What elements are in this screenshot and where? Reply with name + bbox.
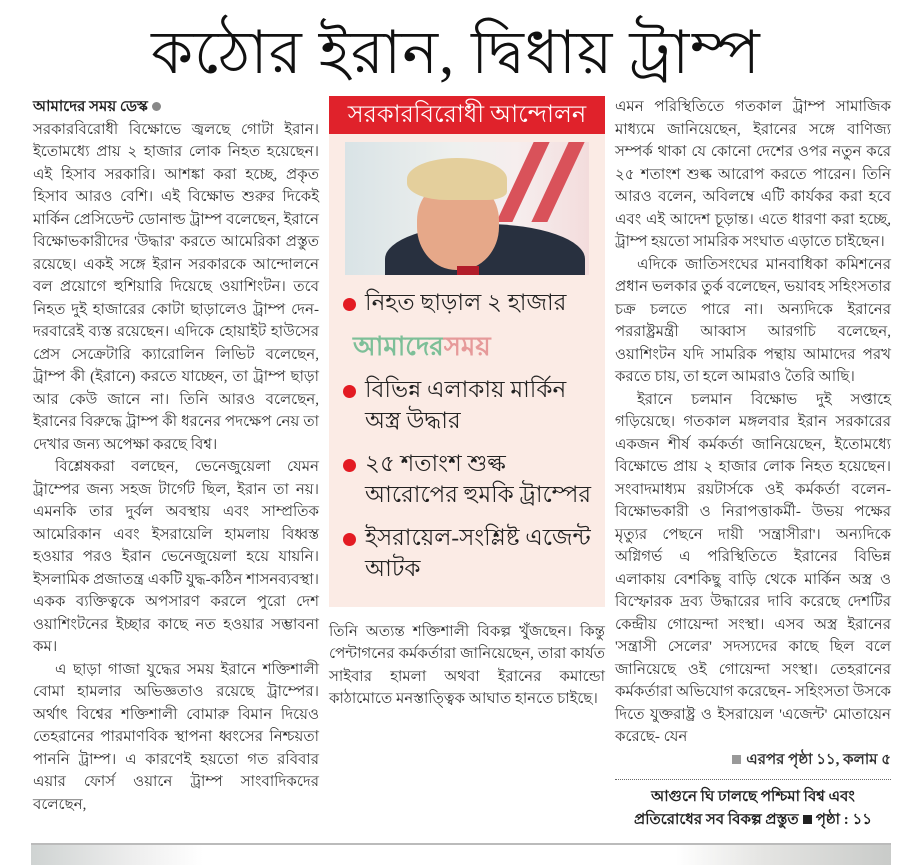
article-column-3: [615, 96, 891, 831]
highlights-box: [329, 96, 605, 607]
next-article-image: [31, 843, 891, 865]
list-item: ইসরায়েল-সংশ্লিষ্ট এজেন্ট আটক: [343, 522, 593, 584]
continued-note[interactable]: এরপর পৃষ্ঠা ১১, কলাম ৫: [615, 749, 891, 772]
related-story-refer[interactable]: আগুনে ঘি ঢালছে পশ্চিমা বিশ্ব এবং প্রতিরোধের সব বিকল্প প্রস্তুত পৃষ্ঠা : ১১: [634, 789, 872, 828]
paragraph: বিশ্লেষকরা বলছেন, ভেনেজুয়েলা যেমন ট্রাম্পের জন্য সহজ টার্গেট ছিল, ইরান তা নয়। এমনকি তার দুর্বল অবস্থায় এবং সাম্প্রতিক আমেরিকান এবং ইসরায়েলি হামলায় বিধ্বস্ত হওয়ার পরও ইরান ভেনেজুয়েলা হয়ে যায়নি। ইসলামিক প্রজাতন্ত্র একটি যুদ্ধ-কঠিন শাসনব্যবস্থা। একক ব্যক্তিত্বকে অপসারণ করলে পুরো দেশ ওয়াশিংটনের ইচ্ছার কাছে নত হওয়ার সম্ভাবনা কম।: [33, 459, 319, 655]
bullet-dot-icon: [152, 102, 161, 111]
paragraph: এ ছাড়া গাজা যুদ্ধের সময় ইরানে শক্তিশালী বোমা হামলার অভিজ্ঞতাও রয়েছে ট্রাম্পের। অর্থাৎ বিশ্বের শক্তিশালী বোমারু বিমান দিয়েও তেহরানের পারমাণবিক স্থাপনা ধ্বংসের নিশ্চয়তা পাননি ট্রাম্প। এ কারণেই হয়তো গত রবিবার এয়ার ফোর্স ওয়ানে ট্রাম্প সাংবাদিকদের বলেছেন,: [33, 661, 319, 813]
list-item: নিহত ছাড়াল ২ হাজার: [343, 287, 593, 318]
paragraph: এদিকে জাতিসংঘের মানবাধিকা কমিশনের প্রধান ভলকার তুর্ক বলেছেন, ভয়াবহ সহিংসতার চক্র চলতে পারে না। অন্যদিকে ইরানের পররাষ্ট্রমন্ত্রী আব্বাস আরগচি বলেছেন, ওয়াশিংটন যদি সামরিক পন্থায় আমাদের পরখ করতে চায়, তা হলে আমরাও তৈরি আছি।: [615, 256, 891, 385]
list-item: বিভিন্ন এলাকায় মার্কিন অস্ত্র উদ্ধার: [343, 374, 593, 436]
square-icon: [732, 755, 741, 764]
article-body: [0, 92, 912, 831]
byline: আমাদের সময় ডেস্ক: [33, 99, 148, 115]
article-column-2: [329, 621, 605, 711]
paragraph: ইরানে চলমান বিক্ষোভ দুই সপ্তাহে গড়িয়েছে। গতকাল মঙ্গলবার ইরান সরকারের একজন শীর্ষ কর্মকর্তা জানিয়েছেন, ইতোমধ্যে বিক্ষোভে প্রায় ২ হাজার লোক নিহত হয়েছেন। সংবাদমাধ্যম রয়টার্সকে ওই কর্মকর্তা বলেন- বিক্ষোভকারী ও নিরাপত্তাকর্মী- উভয় পক্ষের মৃত্যুর পেছনে দায়ী 'সন্ত্রাসীরা'। অন্যদিকে অগ্নিগর্ভ এ পরিস্থিতিতে ইরানের বিভিন্ন এলাকায় বেশকিছু বাড়ি থেকে মার্কিন অস্ত্র ও বিস্ফোরক দ্রব্য উদ্ধারের দাবি করেছে দেশটির কেন্দ্রীয় গোয়েন্দা সংস্থা। এসব অস্ত্র ইরানের 'সন্ত্রাসী সেলের' সদস্যদের কাছে ছিল বলে জানিয়েছে ওই গোয়েন্দা সংস্থা। তেহরানের কর্মকর্তারা অভিযোগ করেছেন- সহিংসতা উসকে দিতে যুক্তরাষ্ট্র ও ইসরায়েল 'এজেন্ট' মোতায়েন করেছে- যেন: [615, 391, 891, 745]
dotted-divider: [615, 779, 891, 780]
paragraph: তিনি অত্যন্ত শক্তিশালী বিকল্প খুঁজছেন। কিন্তু পেন্টাগনের কর্মকর্তারা জানিয়েছেন, তারা কার্যত সাইবার হামলা অথবা ইরানের কমান্ডো কাঠামোতে মনস্তাত্ত্বিক আঘাত হানতে চাইছে।: [329, 623, 605, 708]
headline: কঠোর ইরান, দ্বিধায় ট্রাম্প: [151, 20, 761, 86]
paragraph: এমন পরিস্থিতিতে গতকাল ট্রাম্প সামাজিক মাধ্যমে জানিয়েছেন, ইরানের সঙ্গে বাণিজ্য সম্পর্ক থাকা যে কোনো দেশের ওপর নতুন করে ২৫ শতাংশ শুল্ক আরোপ করতে পারেন। তিনি আরও বলেন, অবিলম্বে এটি কার্যকর করা হবে এবং এই আদেশ চূড়ান্ত। এতে ধারণা করা হচ্ছে, ট্রাম্প হয়তো সামরিক সংঘাত এড়াতে চাইছেন।: [615, 99, 891, 250]
trump-photo: [345, 142, 589, 275]
newspaper-watermark: আমাদেরসময়: [353, 332, 491, 362]
red-bullet-icon: [343, 298, 356, 311]
paragraph: সরকারবিরোধী বিক্ষোভে জ্বলছে গোটা ইরান। ইতোমধ্যে প্রায় ২ হাজার লোক নিহত হয়েছেন। এই হিসাব সরকারি। আশঙ্কা করা হচ্ছে, প্রকৃত হিসাব আরও বেশি। এই বিক্ষোভ শুরুর দিকেই মার্কিন প্রেসিডেন্ট ডোনাল্ড ট্রাম্প বলেছেন, ইরানে বিক্ষোভকারীদের 'উদ্ধার' করতে আমেরিকা প্রস্তুত রয়েছে। একই সঙ্গে ইরান সরকারকে আন্দোলনে বল প্রয়োগে হুশিয়ারি দিয়েছে ওয়াশিংটন। তবে নিহত দুই হাজারের কোটা ছাড়ালেও ট্রাম্প দেন-দরবারেই ব্যস্ত রয়েছেন। এদিকে হোয়াইট হাউসের প্রেস সেক্রেটারি ক্যারোলিন লিভিট বলেছেন, ট্রাম্প কী (ইরানে) করতে যাচ্ছেন, তা ট্রাম্প ছাড়া আর কেউ জানে না। তিনি আরও বলেছেন, ইরানের বিরুদ্ধে ট্রাম্প কী ধরনের পদক্ষেপ নেয় তা দেখার জন্য অপেক্ষা করছে বিশ্ব।: [33, 121, 319, 453]
red-bullet-icon: [343, 459, 356, 472]
red-bullet-icon: [343, 533, 356, 546]
square-icon: [803, 815, 812, 824]
red-bullet-icon: [343, 385, 356, 398]
highlights-list: [343, 287, 593, 584]
article-column-1: [33, 96, 319, 816]
list-item: ২৫ শতাংশ শুল্ক আরোপের হুমকি ট্রাম্পের: [343, 448, 593, 510]
box-header: সরকারবিরোধী আন্দোলন: [329, 96, 605, 134]
middle-column: [329, 96, 605, 711]
